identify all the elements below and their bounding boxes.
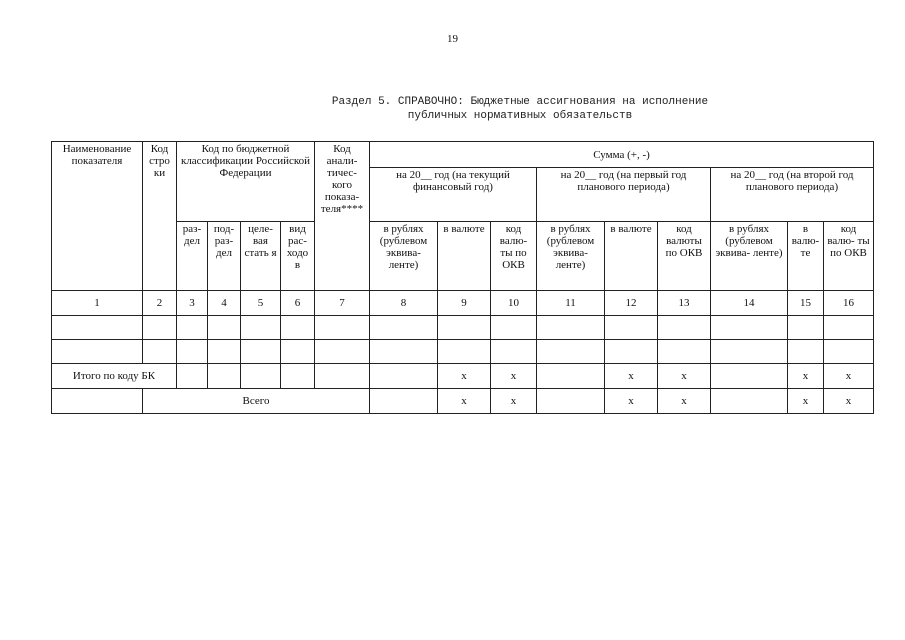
header-currency-3: в валю- те bbox=[788, 222, 824, 291]
column-number: 3 bbox=[177, 291, 208, 316]
empty-cell[interactable] bbox=[537, 389, 605, 414]
header-rub-1: в рублях (рублевом эквива- ленте) bbox=[370, 222, 438, 291]
empty-cell[interactable] bbox=[315, 340, 370, 364]
x-mark: х bbox=[491, 364, 537, 389]
x-mark: х bbox=[438, 364, 491, 389]
empty-cell[interactable] bbox=[52, 340, 143, 364]
empty-cell[interactable] bbox=[281, 364, 315, 389]
header-rub-3: в рублях (рублевом эквива- ленте) bbox=[711, 222, 788, 291]
empty-cell[interactable] bbox=[281, 316, 315, 340]
empty-cell[interactable] bbox=[143, 316, 177, 340]
empty-cell[interactable] bbox=[315, 364, 370, 389]
empty-cell[interactable] bbox=[177, 316, 208, 340]
header-period-second-plan: на 20__ год (на второй год планового периода) bbox=[711, 168, 874, 222]
page-number: 19 bbox=[447, 33, 458, 45]
empty-cell[interactable] bbox=[824, 340, 874, 364]
x-mark: х bbox=[824, 389, 874, 414]
empty-cell[interactable] bbox=[605, 340, 658, 364]
empty-cell[interactable] bbox=[208, 316, 241, 340]
header-bk-code: Код по бюджетной классификации Российской Федерации bbox=[177, 142, 315, 222]
x-mark: х bbox=[658, 389, 711, 414]
header-period-current: на 20__ год (на текущий финансовый год) bbox=[370, 168, 537, 222]
header-okv-2: код валюты по ОКВ bbox=[658, 222, 711, 291]
x-mark: х bbox=[658, 364, 711, 389]
empty-cell[interactable] bbox=[658, 316, 711, 340]
header-currency-2: в валюте bbox=[605, 222, 658, 291]
budget-table bbox=[51, 141, 874, 414]
x-mark: х bbox=[788, 364, 824, 389]
header-expense-type: вид рас- ходо в bbox=[281, 222, 315, 291]
empty-cell[interactable] bbox=[177, 364, 208, 389]
section-title-line-2: публичных нормативных обязательств bbox=[407, 110, 633, 122]
column-number: 15 bbox=[788, 291, 824, 316]
section-title bbox=[200, 95, 840, 123]
empty-cell[interactable] bbox=[315, 316, 370, 340]
header-period-first-plan: на 20__ год (на первый год планового периода) bbox=[537, 168, 711, 222]
column-number: 12 bbox=[605, 291, 658, 316]
column-number: 11 bbox=[537, 291, 605, 316]
header-name: Наименование показателя bbox=[52, 142, 143, 291]
x-mark: х bbox=[788, 389, 824, 414]
empty-cell[interactable] bbox=[605, 316, 658, 340]
empty-cell[interactable] bbox=[438, 316, 491, 340]
header-razdel: раз- дел bbox=[177, 222, 208, 291]
empty-data-row bbox=[52, 340, 874, 364]
grand-total-row bbox=[52, 389, 874, 414]
empty-data-row bbox=[52, 316, 874, 340]
empty-cell[interactable] bbox=[788, 340, 824, 364]
header-sum: Сумма (+, -) bbox=[370, 142, 874, 168]
empty-cell[interactable] bbox=[52, 389, 143, 414]
column-number: 2 bbox=[143, 291, 177, 316]
x-mark: х bbox=[491, 389, 537, 414]
header-rub-2: в рублях (рублевом эквива- ленте) bbox=[537, 222, 605, 291]
header-analytic-code: Код анали- тичес- кого показа- теля**** bbox=[315, 142, 370, 291]
header-row-code: Код стро ки bbox=[143, 142, 177, 291]
column-number: 16 bbox=[824, 291, 874, 316]
empty-cell[interactable] bbox=[491, 316, 537, 340]
total-by-bk-row bbox=[52, 364, 874, 389]
x-mark: х bbox=[605, 364, 658, 389]
header-podrazdel: под- раз- дел bbox=[208, 222, 241, 291]
column-number: 10 bbox=[491, 291, 537, 316]
empty-cell[interactable] bbox=[241, 316, 281, 340]
empty-cell[interactable] bbox=[711, 340, 788, 364]
empty-cell[interactable] bbox=[52, 316, 143, 340]
empty-cell[interactable] bbox=[370, 340, 438, 364]
empty-cell[interactable] bbox=[370, 316, 438, 340]
empty-cell[interactable] bbox=[537, 316, 605, 340]
header-okv-1: код валю- ты по ОКВ bbox=[491, 222, 537, 291]
total-by-bk-label: Итого по коду БК bbox=[52, 364, 177, 389]
column-number: 7 bbox=[315, 291, 370, 316]
header-currency-1: в валюте bbox=[438, 222, 491, 291]
empty-cell[interactable] bbox=[711, 364, 788, 389]
grand-total-label: Всего bbox=[143, 389, 370, 414]
column-number: 13 bbox=[658, 291, 711, 316]
empty-cell[interactable] bbox=[208, 364, 241, 389]
empty-cell[interactable] bbox=[143, 340, 177, 364]
empty-cell[interactable] bbox=[208, 340, 241, 364]
x-mark: х bbox=[438, 389, 491, 414]
section-title-line-1: Раздел 5. СПРАВОЧНО: Бюджетные ассигнования на исполнение bbox=[331, 96, 709, 108]
empty-cell[interactable] bbox=[824, 316, 874, 340]
header-okv-3: код валю- ты по ОКВ bbox=[824, 222, 874, 291]
empty-cell[interactable] bbox=[788, 316, 824, 340]
empty-cell[interactable] bbox=[370, 389, 438, 414]
column-number: 4 bbox=[208, 291, 241, 316]
empty-cell[interactable] bbox=[658, 340, 711, 364]
empty-cell[interactable] bbox=[711, 316, 788, 340]
empty-cell[interactable] bbox=[241, 364, 281, 389]
empty-cell[interactable] bbox=[491, 340, 537, 364]
column-number: 5 bbox=[241, 291, 281, 316]
x-mark: х bbox=[605, 389, 658, 414]
empty-cell[interactable] bbox=[281, 340, 315, 364]
column-number: 14 bbox=[711, 291, 788, 316]
header-target-article: целе- вая стать я bbox=[241, 222, 281, 291]
empty-cell[interactable] bbox=[370, 364, 438, 389]
column-number: 1 bbox=[52, 291, 143, 316]
empty-cell[interactable] bbox=[711, 389, 788, 414]
x-mark: х bbox=[824, 364, 874, 389]
column-number: 9 bbox=[438, 291, 491, 316]
empty-cell[interactable] bbox=[537, 364, 605, 389]
empty-cell[interactable] bbox=[537, 340, 605, 364]
column-number: 6 bbox=[281, 291, 315, 316]
empty-cell[interactable] bbox=[177, 340, 208, 364]
column-number: 8 bbox=[370, 291, 438, 316]
empty-cell[interactable] bbox=[438, 340, 491, 364]
empty-cell[interactable] bbox=[241, 340, 281, 364]
